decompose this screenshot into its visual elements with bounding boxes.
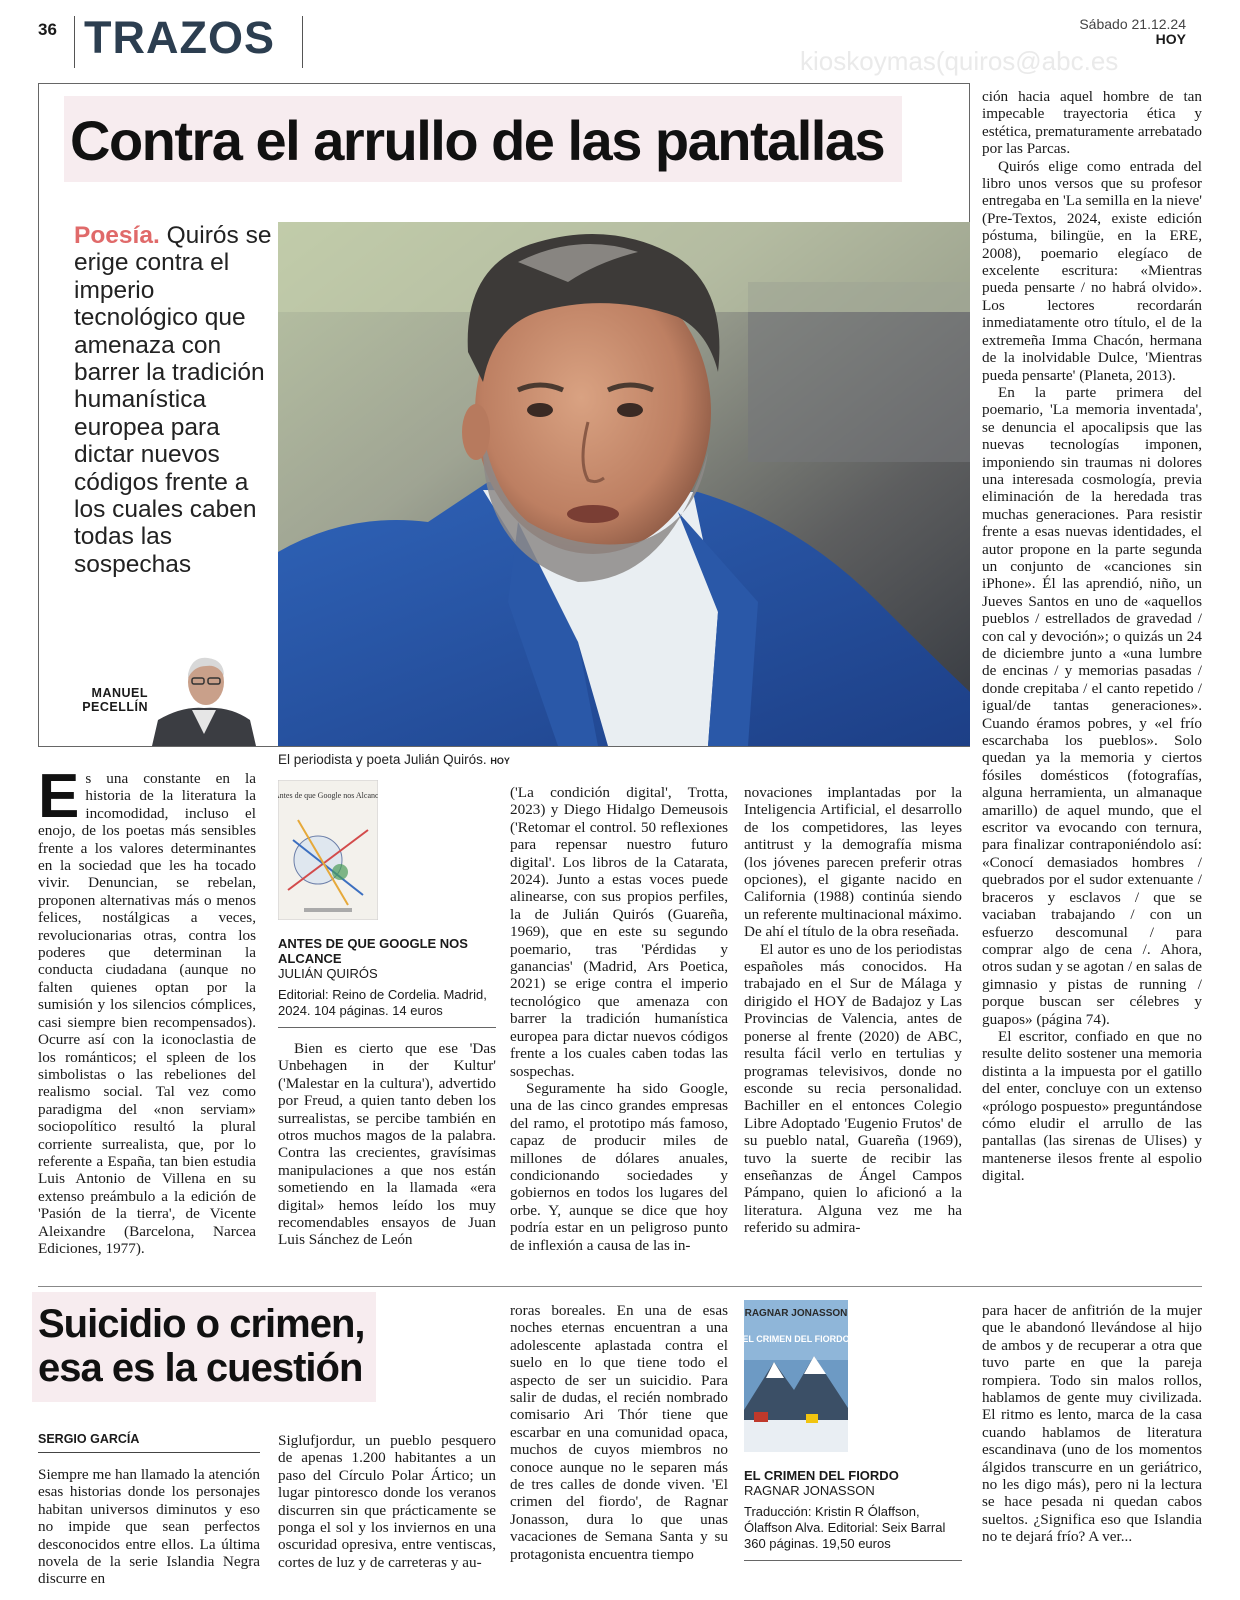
drop-cap: E bbox=[38, 762, 80, 831]
article1-column-3 bbox=[510, 784, 728, 1254]
article-author: MANUEL PECELLÍN bbox=[82, 686, 148, 714]
article2-author: SERGIO GARCÍA bbox=[38, 1432, 260, 1453]
a2-col3-text: roras boreales. En una de esas noches eternas encuentran a una adolescente aplastada contra el suelo en lo que tiene todo el aspecto de ser un suicidio. Para salir de dudas, el recién nombrado comisario Ari Thór tiene que escarbar en una comunidad opaca, muchos de cuyos miembros no conoce aunque no le separen más de tres calles de donde viven. 'El crimen del fiordo', de Ragnar Jonasson, dura lo que unas vacaciones de Semana Santa y su protagonista encuentra tiempo bbox=[510, 1302, 728, 1563]
col5-paragraph-0: ción hacia aquel hombre de tan impecable trayectoria ética y estética, prematuramente arrebatado por las Parcas. bbox=[982, 88, 1202, 158]
page-number: 36 bbox=[38, 20, 57, 39]
col1-text: s una constante en la historia de la literatura la incomodidad, incluso el enojo, de los poetas más sensibles frente a los valores determinantes en la sociedad que les ha tocado vivir. Denuncian, se rebelan, proponen alternativas más o menos felices, nostálgicas a veces, revolucionarias otras, contra los poderes que determinan la conducta ciudadana (aunque no falten quienes optan por la sumisión y los silencios cómplices, casi siempre bien recompensados). Ocurre así con la iconoclastia de los románticos; el spleen de los simbolistas o las rebeliones del realismo social. Tal vez como paradigma del «non serviam» sociopolítico resultó la plural corriente surrealista, que, por lo referente a España, tan bien estudia Luis Antonio de Villena en su extenso preámbulo a la edición de 'Pasión de la tierra', de Vicente Aleixandre (Barcelona, Narcea Ediciones, 1977). bbox=[38, 770, 256, 1257]
book-author: JULIÁN QUIRÓS bbox=[278, 966, 378, 981]
section-divider bbox=[38, 1286, 1202, 1287]
col5-paragraph-2: En la parte primera del poemario, 'La memoria inventada', se denuncia el apocalipsis que las nuevas tecnologías imponen, imponiendo sin traumas ni dolores una interesada cosmología, previa eliminación de la heredada tras muchas generaciones. Para resistir frente a esas nuevas identidades, el autor propone en la parte segunda un conjunto de «canciones sin iPhone». Él las aprendió, niño, un Jueves Santos en uno de «aquellos pueblos / estrellados de gravedad / con cal y devoción»; o quizás un 24 de diciembre junto a «una lumbre de encinas / y memorias pasadas / donde crepitaba / el canto repetido / igual/de tantas generaciones». Cuando éramos pobres, y «el frío escarchaba los pueblos». Solo quedan ya la memoria y ciertos fósiles domésticos (fotografías, alguna herramienta, un almanaque amarillo) de aquel mundo, que el escritor va evocando con ternura, para finalizar contraponiéndolo así: «Conocí demasiados hombres / quebrados por el sudor extenuante / braceros y esclavos / que se vaciaban trabajando / con un esfuerzo descomunal / para comprar algo de cena /. Ahora, otros sudan y se agotan / en salas de gimnasio y pistas de running / porque buscan ser célebres y guapos» (página 74). bbox=[982, 383, 1202, 1028]
a2-col1-text: Siempre me han llamado la atención esas historias donde los personajes habitan universos diminutos y eso no impide que sean perfectos desconocidos entre ellos. La última novela de la serie Islandia Negra discurre en bbox=[38, 1466, 260, 1588]
article2-column-1 bbox=[38, 1466, 260, 1588]
photo-caption-text: El periodista y poeta Julián Quirós. bbox=[278, 752, 487, 767]
watermark-text: kioskoymas(quiros@abc.es bbox=[800, 46, 1119, 76]
article1-column-5 bbox=[982, 88, 1202, 1185]
article1-column-4 bbox=[744, 784, 962, 1237]
newspaper-name: HOY bbox=[1155, 31, 1186, 47]
article2-headline-line1: Suicidio o crimen, bbox=[38, 1302, 365, 1346]
book-details: Editorial: Reino de Cordelia. Madrid, 2024. 104 páginas. 14 euros bbox=[278, 987, 487, 1018]
author-avatar-illustration bbox=[152, 654, 256, 746]
author-avatar bbox=[152, 654, 256, 746]
article2-headline-line2: esa es la cuestión bbox=[38, 1346, 363, 1390]
book-info-box bbox=[278, 780, 496, 1028]
book2-details: Traducción: Kristin R Ólaffson, Ólaffson Alva. Editorial: Seix Barral 360 páginas. 19,50 euros bbox=[744, 1504, 946, 1551]
col5-paragraph-1: Quirós elige como entrada del libro unos versos que su profesor entregaba en 'La semilla en la nieve' (Pre-Textos, 2024, existe edición póstuma, bilingüe, en la ERE, 2008), poemario elegíaco de excelente escritura: «Mientras pueda pensarte / no habrá olvido». Los lectores recordarán inmediatamente otro título, el de la extremeña Imma Chacón, hermana de la inolvidable Dulce, 'Mientras pueda pensarte' (Planeta, 2013). bbox=[982, 157, 1202, 384]
book-title: ANTES DE QUE GOOGLE NOS ALCANCE bbox=[278, 936, 468, 966]
photo-caption bbox=[278, 752, 510, 767]
article1-column-1 bbox=[38, 762, 256, 1257]
col2-text: Bien es cierto que ese 'Das Unbehagen in der Kultur' ('Malestar en la cultura'), advertido por Freud, a quien tanto deben los surrealistas, se percibe también en otros muchos magos de la palabra. Contra las crecientes, gravísimas manipulaciones a que nos están sometiendo en la llamada «era digital» hemos leído los muy recomendables ensayos de Juan Luis Sánchez de León bbox=[278, 1040, 496, 1249]
article1-column-2 bbox=[278, 1040, 496, 1249]
header-divider-right bbox=[302, 16, 303, 68]
a2-col5-text: para hacer de anfitrión de la mujer que le abandonó llevándose al hijo de ambos y de recuperar a otra que tuvo parte en que la pareja rompiera. Todo sin malos rollos, hablamos de gente muy civilizada. El ritmo es lento, marca de la casa cuando hablamos de literatura escandinava (uno de los momentos álgidos transcurre en un geriátrico, no les digo más), pero ni la lectura se hace pesada ni quedan cabos sueltos. ¿Significa eso que Islandia no te dejará frío? A ver... bbox=[982, 1302, 1202, 1546]
col5-paragraph-3: El escritor, confiado en que no resulte delito sostener una memoria distinta a la impuesta por el gatillo del enter, concluye con un extenso «prólogo pospuesto» preguntándose cómo eludir el arrullo de las pantallas (las sirenas de Ulises) y mantenerse ilesos frente al espolio digital. bbox=[982, 1027, 1202, 1185]
article-lead bbox=[74, 222, 284, 578]
col4-paragraph-1: novaciones implantadas por la Inteligencia Artificial, el desarrollo de los competidores, las leyes antitrust y la demografía misma (los jóvenes parecen preferir otras opciones), el gigante nacido en California (1988) continúa siendo un referente multinacional máximo. De ahí el título de la obra reseñada. bbox=[744, 784, 962, 941]
book2-author: RAGNAR JONASSON bbox=[744, 1483, 875, 1498]
book2-title: EL CRIMEN DEL FIORDO bbox=[744, 1468, 899, 1483]
book-box-rule bbox=[278, 1027, 496, 1028]
article2-headline bbox=[38, 1302, 365, 1390]
col3-paragraph-1: ('La condición digital', Trotta, 2023) y Diego Hidalgo Demeusois ('Retomar el control. 50 reflexiones para repensar nuestro futuro digital'. Los libros de la Catarata, 2024). Junto a estas voces puede alinearse, con sus propios perfiles, la de Julián Quirós (Guareña, 1969), que en este su segundo poemario, tras 'Pérdidas y ganancias' (Madrid, Ars Poetica, 2021) se erige contra el imperio tecnológico que amenaza con barrer la tradición humanística europea para dictar nuevos códigos frente a los cuales caben todas las sospechas. bbox=[510, 784, 728, 1080]
a2-col2-text: Siglufjordur, un pueblo pesquero de apenas 1.200 habitantes a un paso del Círculo Polar Ártico; un lugar pintoresco donde los veranos discurren sin que prácticamente se ponga el sol y los inviernos en una oscuridad opresiva, entre ventiscas, cortes de luz y de carreteras y au- bbox=[278, 1432, 496, 1571]
article2-column-3 bbox=[510, 1302, 728, 1563]
issue-date: Sábado 21.12.24 bbox=[1079, 16, 1186, 32]
book2-info-box bbox=[744, 1300, 962, 1561]
book2-cover-author: RAGNAR JONASSON bbox=[744, 1308, 848, 1319]
lead-keyword: Poesía. bbox=[74, 222, 160, 249]
header-divider-left bbox=[74, 16, 75, 68]
article2-column-2 bbox=[278, 1432, 496, 1571]
portrait-illustration bbox=[278, 222, 970, 746]
article2-column-5 bbox=[982, 1302, 1202, 1546]
portrait-photo bbox=[278, 222, 970, 746]
photo-credit: HOY bbox=[490, 756, 510, 766]
article-headline: Contra el arrullo de las pantallas bbox=[70, 109, 885, 172]
book2-box-rule bbox=[744, 1560, 962, 1561]
col4-paragraph-2: El autor es uno de los periodistas españoles más conocidos. Ha trabajado en el Sur de Málaga y dirigido el HOY de Badajoz y Las Provincias de Valencia, antes de ponerse al frente (2020) de ABC, resulta fácil verlo en tertulias y programas televisivos, donde no esconde su recia personalidad. Bachiller en el entonces Colegio Libre Adoptado 'Eugenio Frutos' de su pueblo natal, Guareña (1969), tuvo la suerte de recibir las enseñanzas de Ángel Campos Pámpano, quien lo aficionó a la literatura. Alguna vez me ha referido su admira- bbox=[744, 940, 962, 1237]
section-title: TRAZOS bbox=[84, 12, 275, 63]
lead-text: Quirós se erige contra el imperio tecnológico que amenaza con barrer la tradición humanística europea para dictar nuevos códigos frente a los cuales caben todas las sospechas bbox=[74, 222, 272, 578]
book-cover-title: Antes de que Google nos Alcance bbox=[278, 791, 378, 800]
col3-paragraph-2: Seguramente ha sido Google, una de las cinco grandes empresas del ramo, el prototipo más famoso, capaz de producir miles de millones de dólares anuales, condicionando sociedades y gobiernos en todos los lugares del orbe. Y, aunque se dice que hoy podría estar en un peligroso punto de inflexión a causa de las in- bbox=[510, 1079, 728, 1254]
book2-cover-title: EL CRIMEN DEL FIORDO bbox=[744, 1334, 848, 1344]
book2-cover bbox=[744, 1300, 848, 1452]
book-cover bbox=[278, 780, 378, 920]
